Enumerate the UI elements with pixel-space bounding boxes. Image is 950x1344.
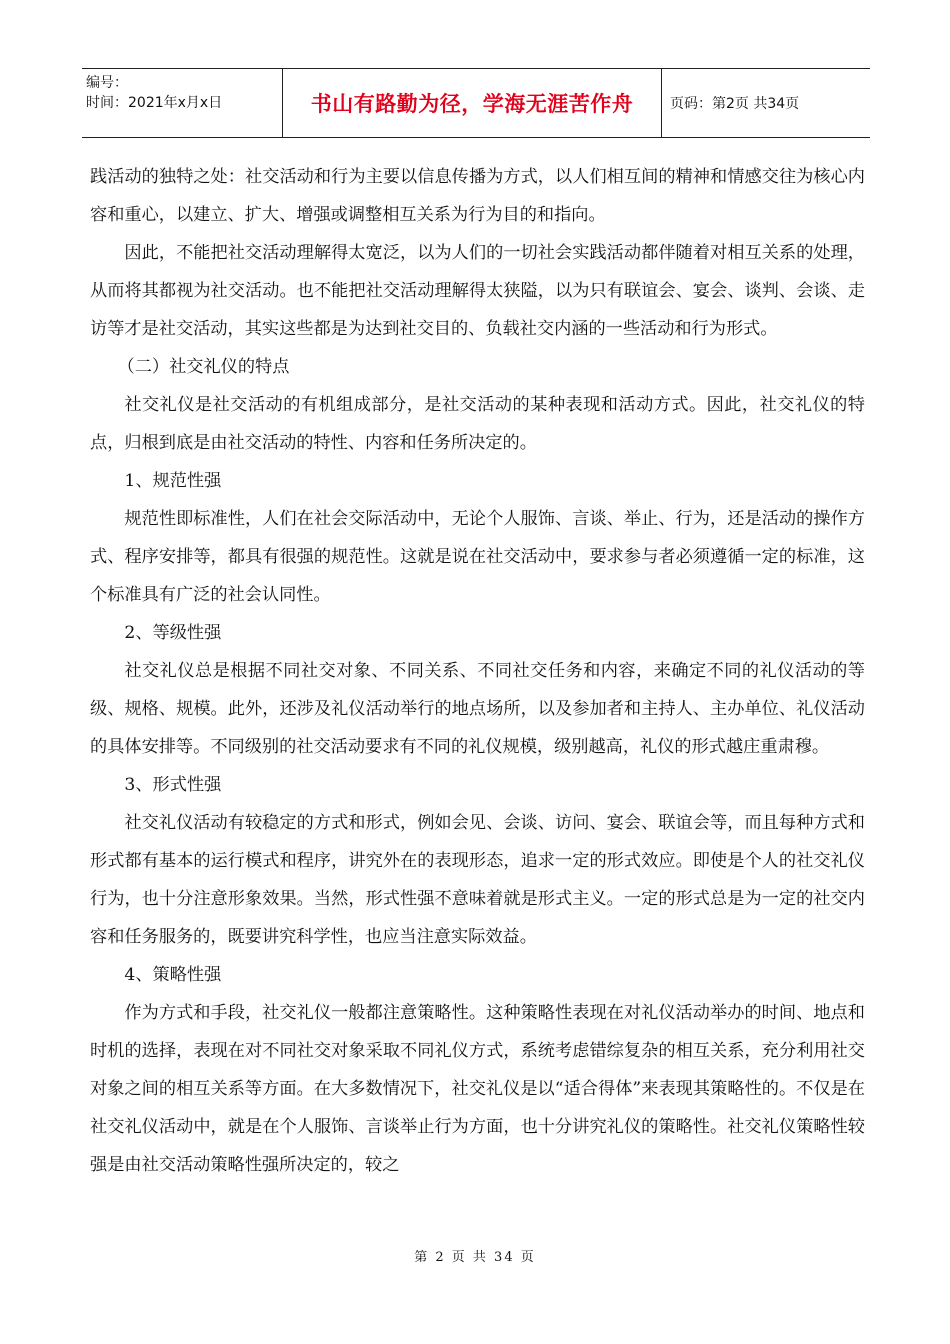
page-footer: 第 2 页 共 34 页 xyxy=(414,1250,536,1265)
body-paragraph: 践活动的独特之处：社交活动和行为主要以信息传播为方式，以人们相互间的精神和情感交往为核心内容和重心，以建立、扩大、增强或调整相互关系为行为目的和指向。 xyxy=(90,167,865,225)
body-paragraph: 社交礼仪是社交活动的有机组成部分，是社交活动的某种表现和活动方式。因此，社交礼仪的特点，归根到底是由社交活动的特性、内容和任务所决定的。 xyxy=(90,395,865,453)
subsection-heading: 2、等级性强 xyxy=(124,623,222,643)
body-paragraph: 规范性即标准性，人们在社会交际活动中，无论个人服饰、言谈、举止、行为，还是活动的操作方式、程序安排等，都具有很强的规范性。这就是说在社交活动中，要求参与者必须遵循一定的标准，这个标准具有广泛的社会认同性。 xyxy=(90,509,865,605)
section-heading: （二）社交礼仪的特点 xyxy=(117,357,290,377)
document-time-label: 时间：2021年x月x日 xyxy=(86,95,223,111)
body-paragraph: 社交礼仪总是根据不同社交对象、不同关系、不同社交任务和内容，来确定不同的礼仪活动的等级、规格、规模。此外，还涉及礼仪活动举行的地点场所，以及参加者和主持人、主办单位、礼仪活动的具体安排等。不同级别的社交活动要求有不同的礼仪规模，级别越高，礼仪的形式越庄重肃穆。 xyxy=(90,661,865,757)
subsection-heading: 4、策略性强 xyxy=(124,965,222,985)
body-paragraph: 作为方式和手段，社交礼仪一般都注意策略性。这种策略性表现在对礼仪活动举办的时间、地点和时机的选择，表现在对不同社交对象采取不同礼仪方式，系统考虑错综复杂的相互关系，充分利用社交对象之间的相互关系等方面。在大多数情况下，社交礼仪是以“适合得体”来表现其策略性的。不仅是在社交礼仪活动中，就是在个人服饰、言谈举止行为方面，也十分讲究礼仪的策略性。社交礼仪策略性较强是由社交活动策略性强所决定的，较之 xyxy=(90,1003,865,1175)
subsection-heading: 1、规范性强 xyxy=(124,471,222,491)
document-body xyxy=(90,158,865,1184)
document-number-label: 编号： xyxy=(86,75,128,91)
subsection-heading: 3、形式性强 xyxy=(124,775,222,795)
header-page-info: 页码：第2页 共34页 xyxy=(670,96,800,112)
header-motto: 书山有路勤为径，学海无涯苦作舟 xyxy=(282,69,662,137)
page-header xyxy=(82,68,870,138)
header-meta xyxy=(82,69,282,137)
body-paragraph: 因此，不能把社交活动理解得太宽泛，以为人们的一切社会实践活动都伴随着对相互关系的处理，从而将其都视为社交活动。也不能把社交活动理解得太狭隘，以为只有联谊会、宴会、谈判、会谈、走访等才是社交活动，其实这些都是为达到社交目的、负载社交内涵的一些活动和行为形式。 xyxy=(90,243,865,339)
body-paragraph: 社交礼仪活动有较稳定的方式和形式，例如会见、会谈、访问、宴会、联谊会等，而且每种方式和形式都有基本的运行模式和程序，讲究外在的表现形态，追求一定的形式效应。即使是个人的社交礼仪行为，也十分注意形象效果。当然，形式性强不意味着就是形式主义。一定的形式总是为一定的社交内容和任务服务的，既要讲究科学性，也应当注意实际效益。 xyxy=(90,813,865,947)
